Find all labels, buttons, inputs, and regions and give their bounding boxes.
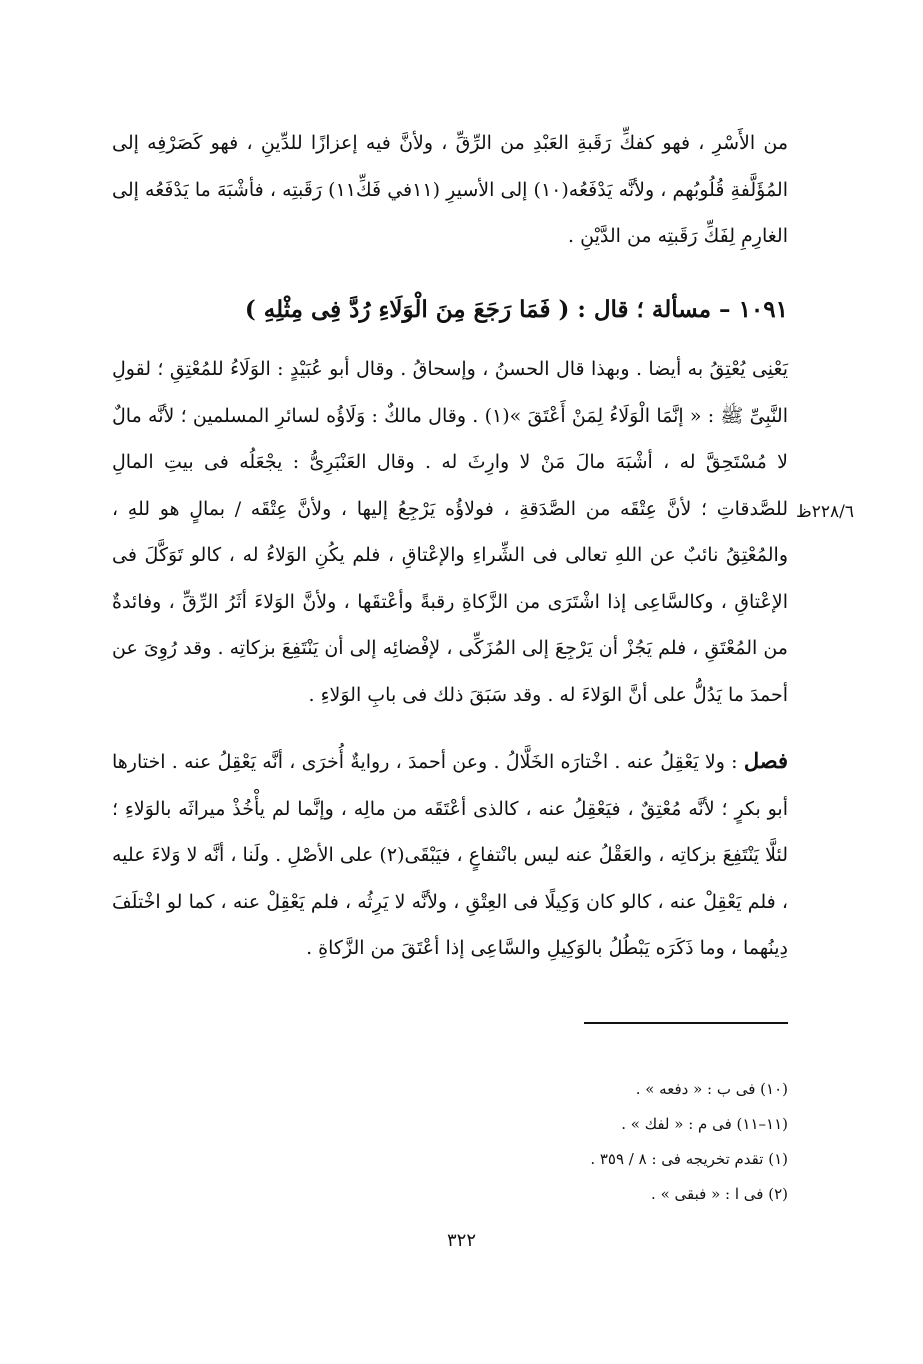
margin-reference: ٢٢٨/٦ظ (796, 502, 854, 522)
main-paragraph: يَعْنِى يُعْتِقُ به أيضا . وبهذا قال الحسنُ ، وإسحاقُ . وقال أبو عُبَيْدٍ : الوَلَاءُ للمُعْتِقِ ؛ لقولِ النَّبِىِّ ﷺ : « إنَّمَا الْوَلَاءُ لِمَنْ أَعْتَقَ »(١) . وقال مالكٌ : وَلَاؤُه لسائرِ المسلمين ؛ لأنَّه مالٌ لا مُسْتَحِقَّ له ، أشْبَهَ مالَ مَنْ لا وارِثَ له . وقال العَنْبَرِىُّ : يجْعَلُه فى بيتِ المالِ للصَّدقاتِ ؛ لأنَّ عِتْقَه من الصَّدَقةِ ، فولاؤُه يَرْجِعُ إليها ، ولأنَّ عِتْقَه / بمالٍ هو للهِ ، والمُعْتِقُ نائبٌ عن اللهِ تعالى فى الشِّراءِ والإعْتاقِ ، فلم يكُنِ الوَلاءُ له ، كالو تَوَكَّلَ فى الإعْتاقِ ، وكالسَّاعِى إذا اشْتَرَى من الزَّكاةِ رقبةً وأعْتقَها ، ولأنَّ الوَلاءَ أثَرُ الرِّقِّ ، وفائدةٌ من المُعْتَقِ ، فلم يَجُزْ أن يَرْجِعَ إلى المُزَكِّى ، لإفْضائِه إلى أن يَنْتَفِعَ بزكاتِه . وقد رُوِىَ عن أحمدَ ما يَدُلُّ على أنَّ الوَلاءَ له . وقد سَبَقَ ذلك فى بابِ الوَلاءِ . (112, 358, 788, 706)
footnote-divider (584, 1022, 788, 1024)
section-heading: ١٠٩١ – مسألة ؛ قال : ( فَمَا رَجَعَ مِنَ الْوَلَاءِ رُدَّ فِى مِثْلِهِ ) (244, 296, 788, 323)
fasl-paragraph (112, 738, 788, 972)
footnotes (440, 1072, 788, 1212)
footnote-10: (١٠) فى ب : « دفعه » . (635, 1080, 788, 1098)
footnote-2: (٢) فى ا : « فبقى » . (651, 1185, 788, 1203)
fasl-label: فصل (743, 748, 788, 773)
footnote-1: (١) تقدم تخريجه فى : ٨ / ٣٥٩ . (590, 1150, 788, 1168)
page-number: ٣٢٢ (446, 1230, 476, 1251)
footnote-11: (١١–١١) فى م : « لفك » . (621, 1115, 788, 1133)
fasl-text: : ولا يَعْقِلُ عنه . اخْتارَه الخَلَّالُ . وعن أحمدَ ، روايةٌ أُخرَى ، أنَّه يَعْقِلُ عنه . اختارها أبو بكرٍ ؛ لأنَّه مُعْتِقٌ ، فيَعْقِلُ عنه ، كالذى أعْتَقَه من مالِه ، وإنَّما لم يأْخُذْ ميراثَه بالوَلاءِ ؛ لئلَّا يَنْتَفِعَ بزكاتِه ، والعَقْلُ عنه ليس بانْتفاعٍ ، فيَبْقَى(٢) على الأصْلِ . ولَنا ، أنَّه لا وَلاءَ عليه ، فلم يَعْقِلْ عنه ، كالو كان وَكِيلًا فى العِتْقِ ، ولأنَّه لا يَرِثُه ، فلم يَعْقِلْ عنه ، كما لو اخْتلَفَ دِينُهما ، وما ذَكَرَه يَبْطُلُ بالوَكِيلِ والسَّاعِى إذا أعْتَقَ من الزَّكاةِ . (112, 751, 789, 959)
intro-paragraph: من الأَسْرِ ، فهو كفكِّ رَقَبةِ العَبْدِ من الرِّقِّ ، ولأنَّ فيه إعزازًا للدِّينِ ، فهو كَصَرْفِه إلى المُؤَلَّفةِ قُلُوبُهم ، ولأنَّه يَدْفَعُه(١٠) إلى الأسيرِ (١١في فَكِّ١١) رَقَبتِه ، فأشْبَهَ ما يَدْفَعُه إلى الغارِمِ لِفَكِّ رَقَبتِه من الدَّيْنِ . (112, 132, 788, 247)
